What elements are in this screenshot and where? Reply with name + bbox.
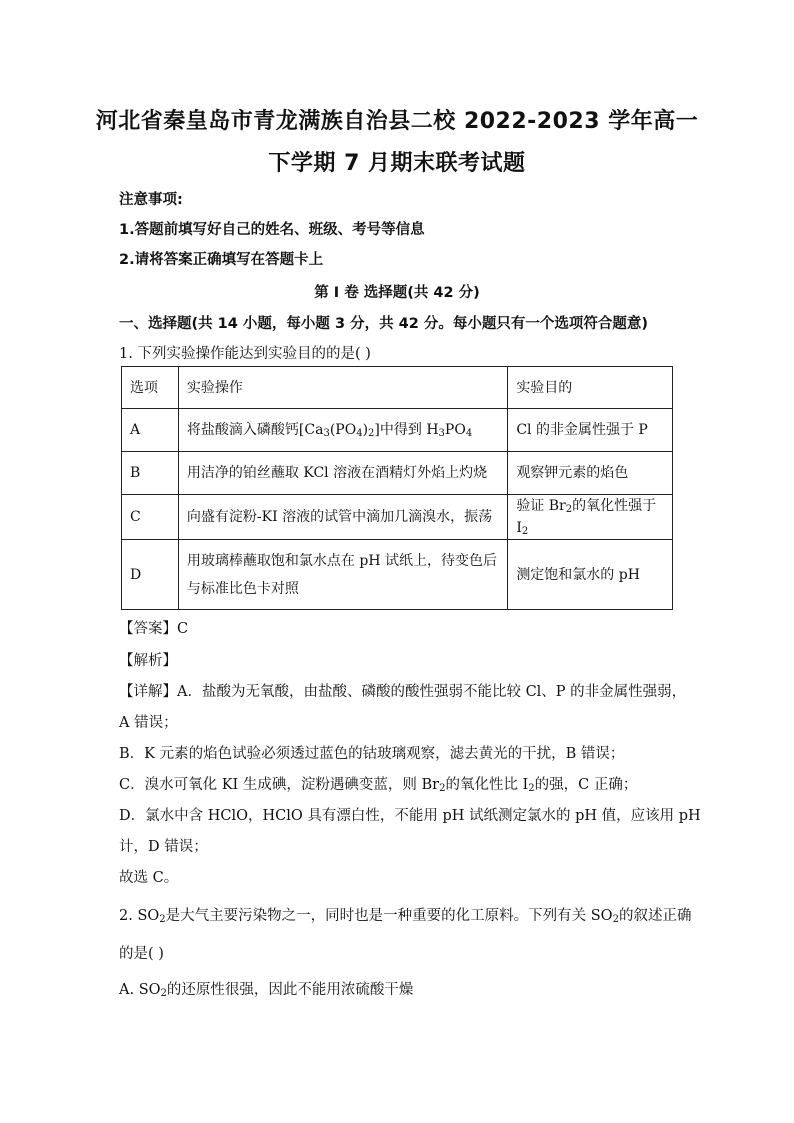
table-row bbox=[122, 452, 673, 495]
table-header-cell: 实验操作 bbox=[178, 367, 507, 409]
detail-line-a1: 【详解】A．盐酸为无氧酸，由盐酸、磷酸的酸性强弱不能比较 Cl、P 的非金属性强弱， bbox=[119, 684, 687, 700]
conclusion-line: 故选 C。 bbox=[119, 870, 179, 886]
operation-cell: 用玻璃棒蘸取饱和氯水点在 pH 试纸上，待变色后 与标准比色卡对照 bbox=[178, 540, 507, 610]
answer-label: 【答案】C bbox=[119, 621, 189, 637]
option-cell: D bbox=[122, 540, 179, 610]
operation-cell: 将盐酸滴入磷酸钙$[Ca_3(PO_4)_2]$中得到 $H_3PO_4$ bbox=[178, 409, 507, 452]
detail-line-b: B．K 元素的焰色试验必须透过蓝色的钴玻璃观察，滤去黄光的干扰，B 错误； bbox=[119, 746, 625, 762]
volume-heading: 第 I 卷 选择题(共 42 分) bbox=[314, 285, 480, 301]
table-row bbox=[122, 495, 673, 540]
detail-line-c: C．溴水可氧化 KI 生成碘，淀粉遇碘变蓝，则 $Br_2$的氧化性比 $I_2$的强，C 正确； bbox=[119, 777, 638, 794]
detail-line-a2: A 错误； bbox=[119, 715, 178, 731]
question-2-stem-line1: 2. $SO_2$是大气主要污染物之一，同时也是一种重要的化工原料。下列有关 $SO_2$的叙述正确 bbox=[119, 908, 692, 925]
goal-cell: 测定饱和氯水的 pH bbox=[508, 540, 673, 610]
table-header-cell: 选项 bbox=[122, 367, 179, 409]
notes-item-2: 2.请将答案正确填写在答题卡上 bbox=[119, 252, 324, 268]
question-2-stem-line2: 的是( ) bbox=[119, 946, 164, 962]
analysis-label: 【解析】 bbox=[119, 653, 177, 669]
question-1-table bbox=[121, 366, 673, 610]
page-title-line1: 河北省秦皇岛市青龙满族自治县二校 2022-2023 学年高一 bbox=[95, 109, 699, 134]
table-header-cell: 实验目的 bbox=[508, 367, 673, 409]
notes-item-1: 1.答题前填写好自己的姓名、班级、考号等信息 bbox=[119, 222, 425, 238]
table-header-row bbox=[122, 367, 673, 409]
operation-cell: 用洁净的铂丝蘸取 KCl 溶液在酒精灯外焰上灼烧 bbox=[178, 452, 507, 495]
option-cell: B bbox=[122, 452, 179, 495]
option-cell: A bbox=[122, 409, 179, 452]
goal-cell: 验证 $Br_2$的氧化性强于 $I_2$ bbox=[508, 495, 673, 540]
table-row bbox=[122, 540, 673, 610]
part-heading: 一、选择题(共 14 小题，每小题 3 分，共 42 分。每小题只有一个选项符合题意) bbox=[119, 316, 648, 332]
question-2-option-a: A. $SO_2$的还原性很强，因此不能用浓硫酸干燥 bbox=[119, 982, 414, 999]
detail-line-d1: D．氯水中含 HClO，HClO 具有漂白性，不能用 pH 试纸测定氯水的 pH 值，应该用 pH bbox=[119, 808, 701, 824]
notes-heading: 注意事项: bbox=[119, 192, 183, 208]
page-title-line2: 下学期 7 月期末联考试题 bbox=[268, 151, 526, 176]
table-row bbox=[122, 409, 673, 452]
goal-cell: 观察钾元素的焰色 bbox=[508, 452, 673, 495]
question-1-stem: 1. 下列实验操作能达到实验目的的是( ) bbox=[119, 346, 371, 362]
goal-cell: Cl 的非金属性强于 P bbox=[508, 409, 673, 452]
detail-line-d2: 计，D 错误； bbox=[119, 839, 208, 855]
option-cell: C bbox=[122, 495, 179, 540]
operation-cell: 向盛有淀粉-KI 溶液的试管中滴加几滴溴水，振荡 bbox=[178, 495, 507, 540]
